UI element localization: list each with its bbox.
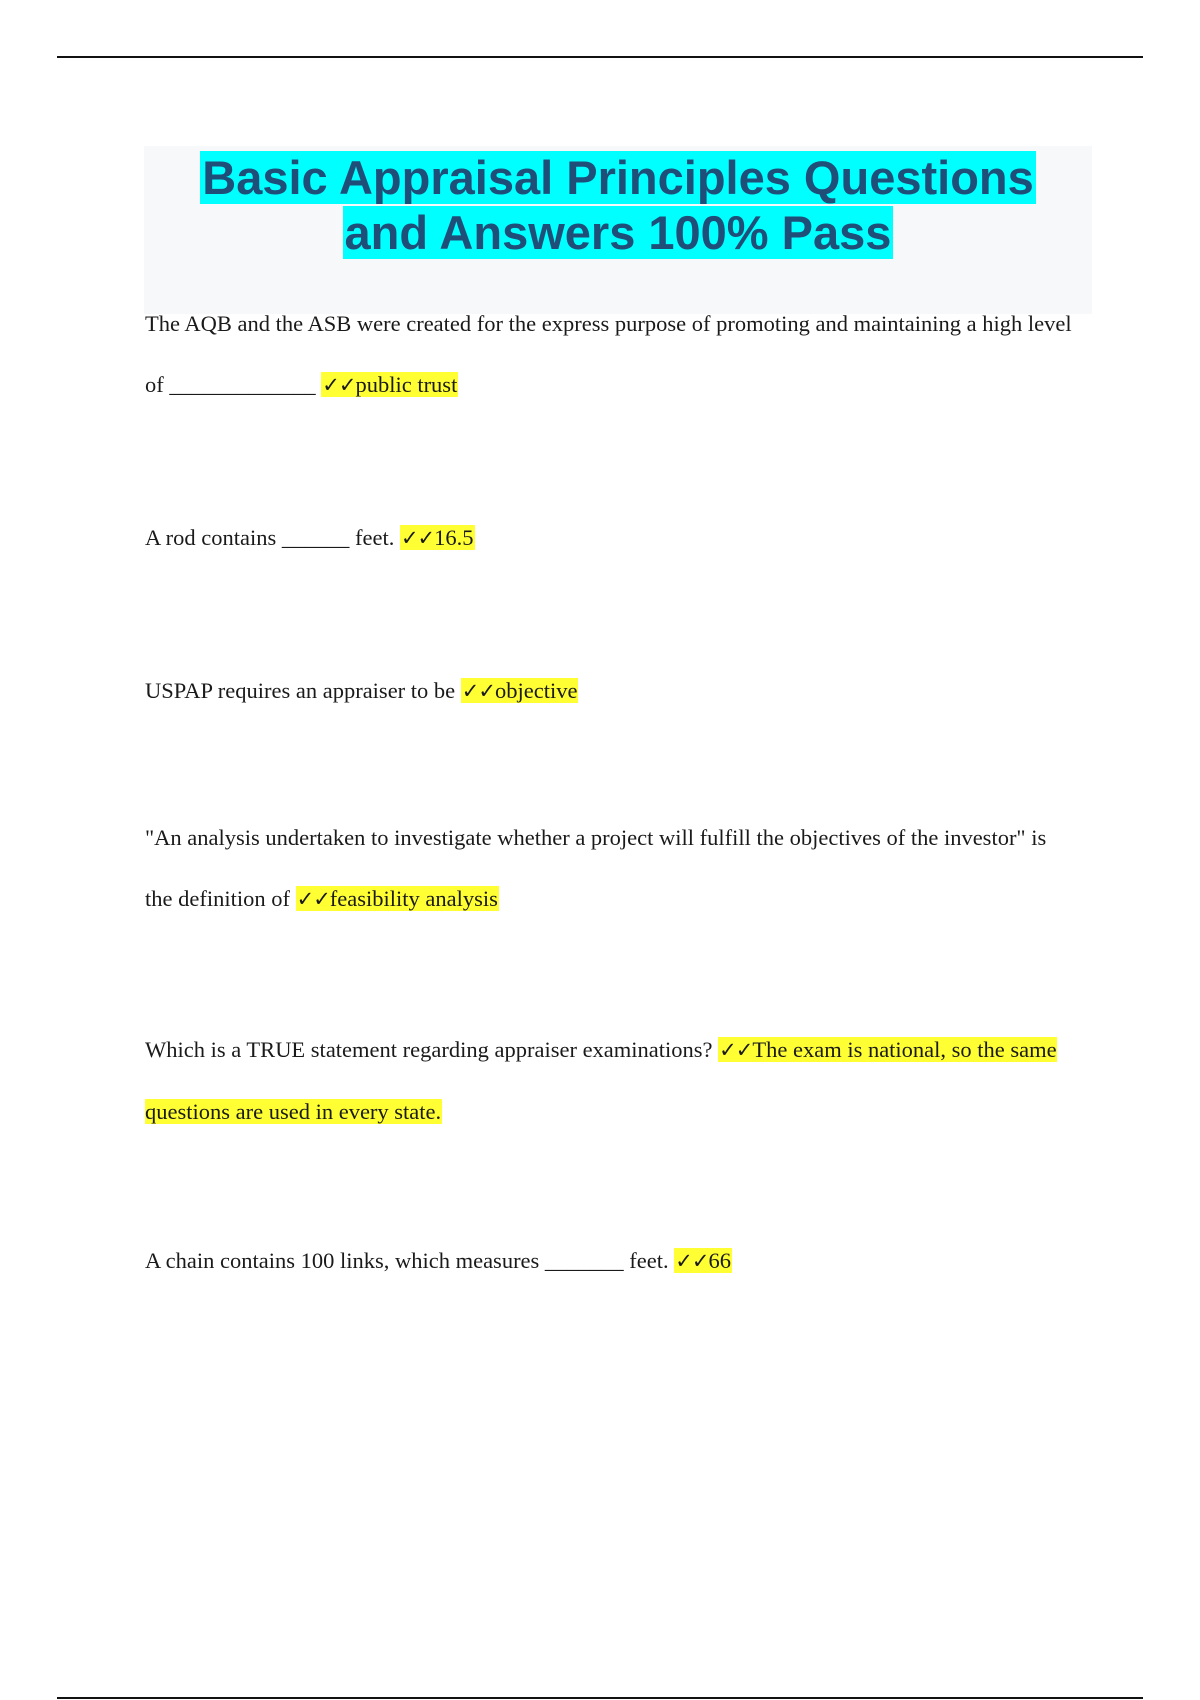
double-check-icon: ✓✓ xyxy=(322,373,356,397)
document-title xyxy=(144,146,1092,260)
answer-highlight xyxy=(674,1248,732,1273)
double-check-icon: ✓✓ xyxy=(461,679,495,703)
qa-item-3 xyxy=(145,660,1075,722)
question-text: "An analysis undertaken to investigate whether a project will fulfill the objectives of the investor" is the definition of xyxy=(145,825,1047,911)
qa-item-2 xyxy=(145,507,1075,569)
qa-item-6 xyxy=(145,1230,1075,1292)
answer-highlight xyxy=(296,886,499,911)
bottom-rule xyxy=(57,1697,1143,1699)
title-line-2: and Answers 100% Pass xyxy=(344,206,892,259)
answer-text: public trust xyxy=(355,372,458,397)
top-rule xyxy=(57,56,1143,58)
double-check-icon: ✓✓ xyxy=(719,1038,753,1062)
answer-highlight xyxy=(461,678,579,703)
question-text: Which is a TRUE statement regarding appraiser examinations? xyxy=(145,1037,713,1062)
double-check-icon: ✓✓ xyxy=(675,1249,709,1273)
question-text: The AQB and the ASB were created for the express purpose of promoting and maintaining a high level of _____________ xyxy=(145,311,1072,397)
answer-text: 66 xyxy=(708,1248,731,1273)
double-check-icon: ✓✓ xyxy=(296,887,330,911)
answer-highlight xyxy=(321,372,458,397)
answer-highlight xyxy=(400,525,475,550)
question-text: A chain contains 100 links, which measures _______ feet. xyxy=(145,1248,669,1273)
title-block xyxy=(144,146,1092,314)
qa-item-4 xyxy=(145,807,1075,930)
question-text: A rod contains ______ feet. xyxy=(145,525,395,550)
answer-text: 16.5 xyxy=(434,525,474,550)
title-line-1: Basic Appraisal Principles Questions xyxy=(202,151,1034,204)
double-check-icon: ✓✓ xyxy=(400,526,435,550)
question-text: USPAP requires an appraiser to be xyxy=(145,678,456,703)
qa-item-5 xyxy=(145,1019,1075,1142)
qa-item-1 xyxy=(145,293,1075,416)
answer-text: objective xyxy=(494,678,578,703)
answer-text: feasibility analysis xyxy=(329,886,498,911)
answer-text: The exam is national, so the same questions are used in every state. xyxy=(145,1037,1057,1124)
